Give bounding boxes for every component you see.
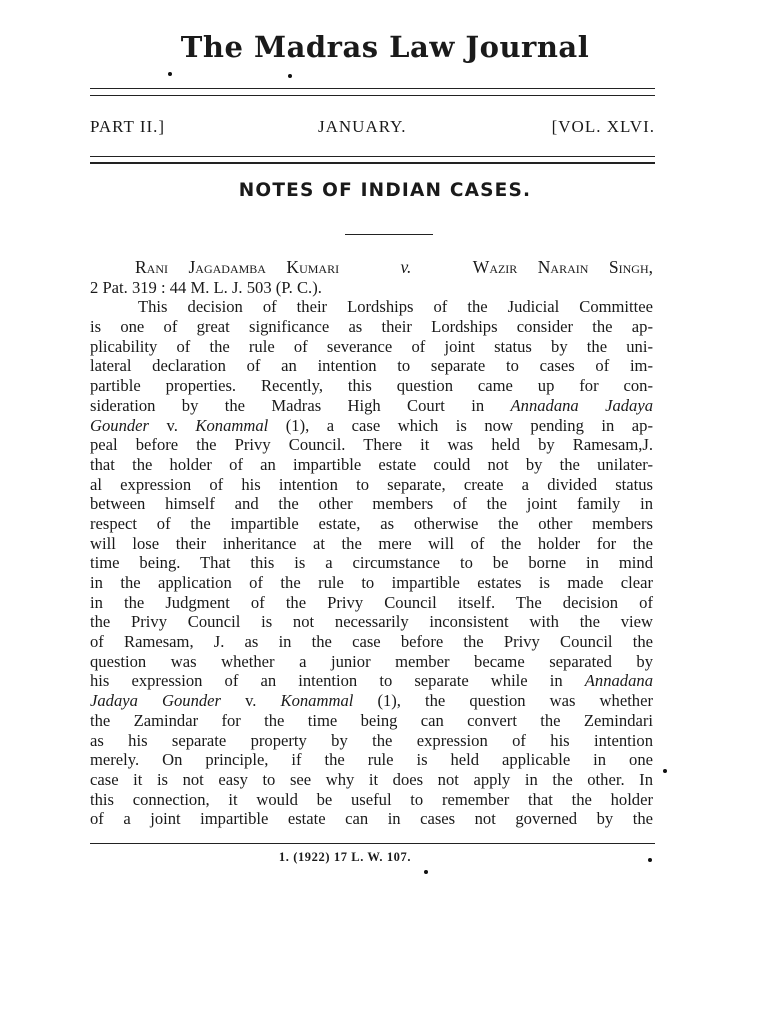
- body-line: of Ramesam, J. as in the case before the Privy Council the: [90, 632, 653, 652]
- header-rule-top: [90, 88, 655, 89]
- footnote: 1. (1922) 17 L. W. 107.: [278, 850, 412, 864]
- body-line: partible properties. Recently, this question came up for con-: [90, 376, 653, 396]
- volume-label: [VOL. XLVI.: [551, 117, 655, 136]
- header-rule-top-thin: [90, 95, 655, 96]
- month-label: JANUARY.: [318, 117, 407, 136]
- body-line: his expression of an intention to separate while in Annadana: [90, 671, 653, 691]
- journal-title: The Madras Law Journal: [180, 30, 590, 64]
- print-speck: [424, 870, 428, 874]
- body-line: as his separate property by the expression of his intention: [90, 730, 653, 750]
- section-divider: [345, 234, 433, 235]
- body-line: lateral declaration of an intention to separate to cases of im-: [90, 356, 653, 376]
- body-line: in the Judgment of the Privy Council itself. The decision of: [90, 592, 653, 612]
- body-line: between himself and the other members of the joint family in: [90, 494, 653, 514]
- body-line: Jadaya Gounder v. Konammal (1), the question was whether: [90, 691, 653, 711]
- case-name-inline: Annadana Jadaya: [510, 395, 654, 415]
- body-line: that the holder of an impartible estate could not by the unilater-: [90, 454, 653, 474]
- part-label: PART II.]: [90, 117, 166, 136]
- party-one: Rani Jagadamba Kumari: [135, 257, 340, 277]
- body-line: peal before the Privy Council. There it was held by Ramesam,J.: [90, 435, 653, 455]
- body-line: al expression of his intention to separate, create a divided status: [90, 474, 653, 494]
- body-line: This decision of their Lordships of the Judicial Committee: [138, 297, 653, 317]
- body-line: in the application of the rule to impartible estates is made clear: [90, 573, 653, 592]
- body-line: this connection, it would be useful to remember that the holder: [90, 789, 653, 809]
- case-name-inline: Konammal: [280, 691, 354, 711]
- body-line: merely. On principle, if the rule is held applicable in one: [90, 750, 653, 770]
- issue-rule-thick: [90, 162, 655, 164]
- body-line: plicability of the rule of severance of joint status by the uni-: [90, 336, 653, 356]
- body-line: of a joint impartible estate can in cases not governed by the: [90, 809, 653, 829]
- section-heading: NOTES OF INDIAN CASES.: [238, 180, 532, 201]
- case-title-line: [90, 258, 653, 278]
- body-line: respect of the impartible estate, as otherwise the other members: [90, 513, 653, 533]
- print-speck: [648, 858, 652, 862]
- case-name-inline: Jadaya Gounder: [90, 691, 221, 711]
- print-speck: [663, 769, 667, 773]
- issue-rule-thin: [90, 156, 655, 157]
- print-speck: [168, 72, 172, 76]
- body-line: is one of great significance as their Lordships consider the ap-: [90, 317, 653, 337]
- body-line: sideration by the Madras High Court in Annadana Jadaya: [90, 395, 654, 415]
- case-name-inline: Konammal: [195, 415, 269, 435]
- issue-line: [90, 117, 655, 139]
- body-line: the Zamindar for the time being can convert the Zemindari: [90, 710, 653, 730]
- print-speck: [288, 74, 292, 78]
- case-name-inline: Gounder: [90, 415, 149, 435]
- body-line: question was whether a junior member became separated by: [90, 651, 653, 671]
- body-line: the Privy Council is not necessarily inconsistent with the view: [90, 612, 653, 632]
- body-line: case it is not easy to see why it does not apply in the other. In: [90, 769, 653, 789]
- case-note-body: [90, 258, 653, 829]
- body-line: Gounder v. Konammal (1), a case which is now pending in ap-: [90, 415, 653, 435]
- body-line: will lose their inheritance at the mere will of the holder for the: [90, 533, 653, 553]
- footnote-rule: [90, 843, 655, 844]
- party-two: Wazir Narain Singh,: [472, 257, 654, 277]
- body-line: time being. That this is a circumstance to be borne in mind: [90, 553, 653, 573]
- versus: v.: [400, 257, 412, 277]
- case-name-inline: Annadana: [584, 671, 653, 691]
- case-citation: 2 Pat. 319 : 44 M. L. J. 503 (P. C.).: [90, 277, 322, 297]
